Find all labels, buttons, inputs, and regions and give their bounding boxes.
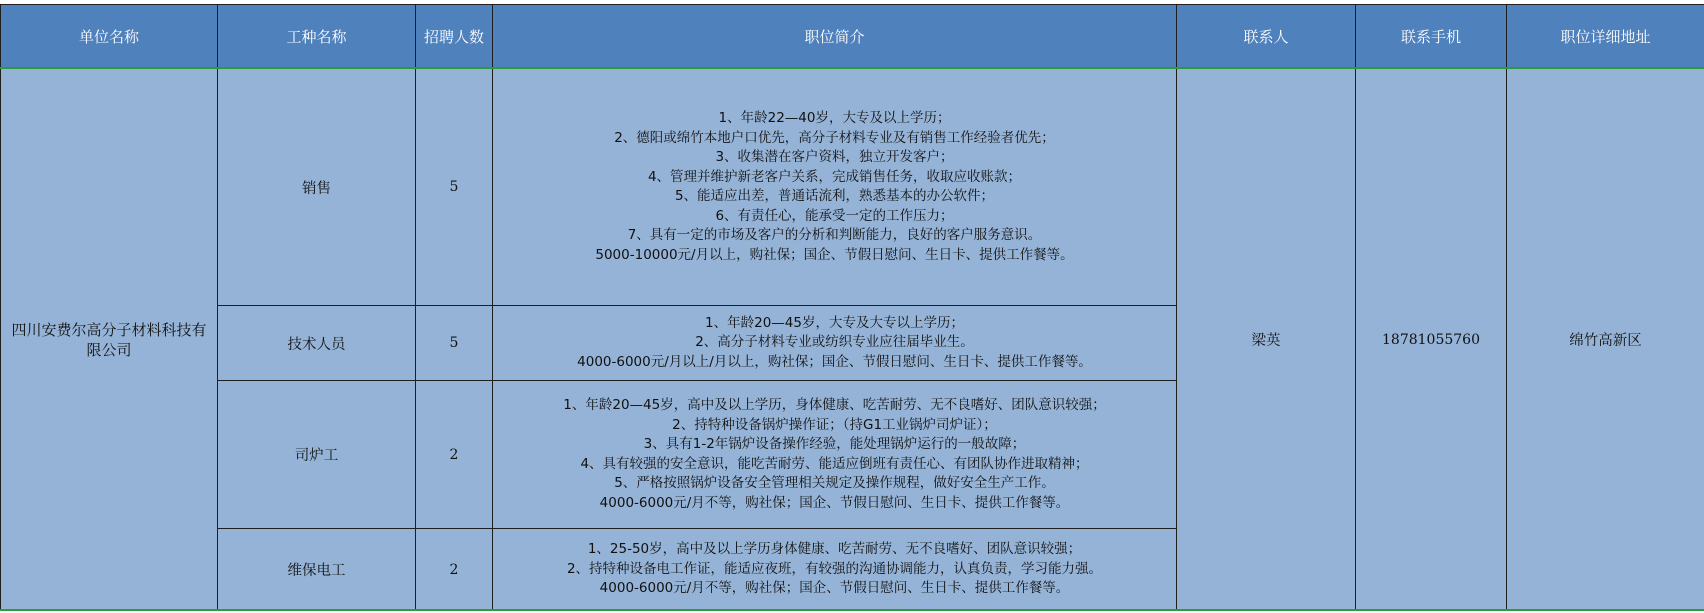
bottom-divider-line (0, 609, 1704, 611)
contact-phone-cell: 18781055760 (1356, 69, 1507, 611)
company-name-cell: 四川安费尔高分子材料科技有限公司 (1, 69, 218, 611)
description-line: 7、具有一定的市场及客户的分析和判断能力，良好的客户服务意识。 (627, 227, 1042, 243)
contact-person-cell: 梁英 (1177, 69, 1356, 611)
table-row (1, 69, 1704, 306)
header-job-address: 职位详细地址 (1507, 5, 1704, 69)
headcount-cell: 5 (416, 69, 493, 306)
description-line: 1、年龄20—45岁，大专及大专以上学历； (705, 314, 964, 331)
description-line: 3、收集潜在客户资料，独立开发客户； (715, 149, 954, 165)
job-title-cell: 维保电工 (218, 529, 416, 611)
job-description-cell (493, 381, 1177, 529)
header-headcount: 招聘人数 (416, 5, 493, 69)
recruitment-table (0, 4, 1704, 611)
description-line: 4000-6000元/月不等，购社保；国企、节假日慰问、生日卡、提供工作餐等。 (599, 580, 1070, 597)
headcount-cell: 2 (416, 529, 493, 611)
description-line: 4、管理并维护新老客户关系，完成销售任务，收取应收账款； (647, 168, 1022, 185)
description-line: 4、具有较强的安全意识，能吃苦耐劳、能适应倒班有责任心、有团队协作进取精神； (580, 455, 1089, 472)
header-job-description: 职位简介 (493, 5, 1177, 69)
description-line: 1、年龄22—40岁，大专及以上学历； (718, 110, 951, 126)
description-line: 2、持特种设备电工作证，能适应夜班，有较强的沟通协调能力，认真负责，学习能力强。 (566, 560, 1103, 577)
description-line: 5、严格按照锅炉设备安全管理相关规定及操作规程，做好安全生产工作。 (614, 475, 1055, 491)
job-title-cell: 技术人员 (218, 306, 416, 381)
description-line: 1、25-50岁，高中及以上学历身体健康、吃苦耐劳、无不良嗜好、团队意识较强； (587, 541, 1082, 558)
description-line: 2、持特种设备锅炉操作证；（持G1工业锅炉司炉证）； (672, 416, 997, 433)
description-line: 5000-10000元/月以上，购社保；国企、节假日慰问、生日卡、提供工作餐等。 (595, 246, 1074, 263)
job-title-cell: 销售 (218, 69, 416, 306)
job-description-cell (493, 69, 1177, 306)
description-line: 3、具有1-2年锅炉设备操作经验，能处理锅炉运行的一般故障； (643, 436, 1026, 452)
description-line: 4000-6000元/月不等，购社保；国企、节假日慰问、生日卡、提供工作餐等。 (599, 494, 1070, 511)
header-job-title: 工种名称 (218, 5, 416, 69)
description-line: 6、有责任心，能承受一定的工作压力； (715, 207, 954, 224)
header-row (1, 5, 1704, 69)
header-divider-line (0, 67, 1704, 69)
job-description-cell (493, 306, 1177, 381)
job-title-cell: 司炉工 (218, 381, 416, 529)
headcount-cell: 2 (416, 381, 493, 529)
description-line: 2、德阳或绵竹本地户口优先，高分子材料专业及有销售工作经验者优先； (614, 129, 1055, 146)
job-address-cell: 绵竹高新区 (1507, 69, 1704, 611)
description-line: 4000-6000元/月以上/月以上，购社保；国企、节假日慰问、生日卡、提供工作餐等。 (577, 353, 1092, 370)
description-line: 5、能适应出差，普通话流利，熟悉基本的办公软件； (674, 188, 995, 204)
job-description-cell (493, 529, 1177, 611)
description-line: 1、年龄20—45岁，高中及以上学历，身体健康、吃苦耐劳、无不良嗜好、团队意识较强； (563, 397, 1106, 413)
headcount-cell: 5 (416, 306, 493, 381)
description-line: 2、高分子材料专业或纺织专业应往届毕业生。 (695, 334, 974, 351)
header-contact-phone: 联系手机 (1356, 5, 1507, 69)
header-contact-person: 联系人 (1177, 5, 1356, 69)
header-company-name: 单位名称 (1, 5, 218, 69)
